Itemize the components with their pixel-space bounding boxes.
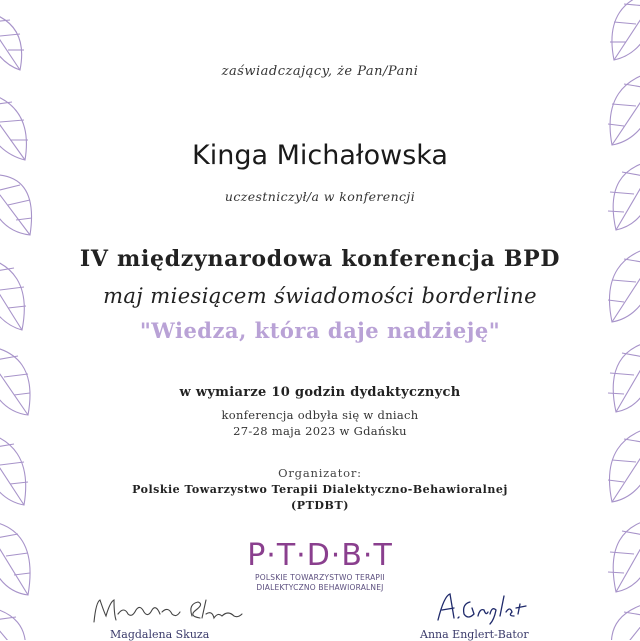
organizer-name: Polskie Towarzystwo Terapii Dialektyczno-Behawioralnej xyxy=(132,483,508,496)
signer-right-name: Anna Englert-Bator xyxy=(420,628,529,641)
logo-letters: P·T·D·B·T xyxy=(247,538,393,573)
certificate-intro: zaświadczający, że Pan/Pani xyxy=(221,64,419,79)
participation-statement: uczestniczył/a w konferencji xyxy=(224,189,416,204)
participant-name: Kinga Michałowska xyxy=(192,140,448,171)
didactic-hours: w wymiarze 10 godzin dydaktycznych xyxy=(179,385,461,400)
signature-right xyxy=(430,590,530,626)
signer-left-name: Magdalena Skuza xyxy=(110,628,210,641)
conference-title: IV międzynarodowa konferencja BPD xyxy=(79,246,561,272)
conference-dates: 27-28 maja 2023 w Gdańsku xyxy=(233,424,407,438)
ptdbt-logo xyxy=(0,538,640,573)
signature-left xyxy=(88,592,248,626)
logo-caption-line1: POLSKIE TOWARZYSTWO TERAPII xyxy=(255,573,385,582)
conference-motto: "Wiedza, która daje nadzieję" xyxy=(139,318,501,343)
conference-subtitle: maj miesiącem świadomości borderline xyxy=(103,284,537,308)
conference-dates-intro: konferencja odbyła się w dniach xyxy=(221,408,419,422)
organizer-label: Organizator: xyxy=(278,466,362,480)
organizer-abbreviation: (PTDBT) xyxy=(290,499,350,512)
logo-caption-line2: DIALEKTYCZNO BEHAWIORALNEJ xyxy=(256,583,384,592)
